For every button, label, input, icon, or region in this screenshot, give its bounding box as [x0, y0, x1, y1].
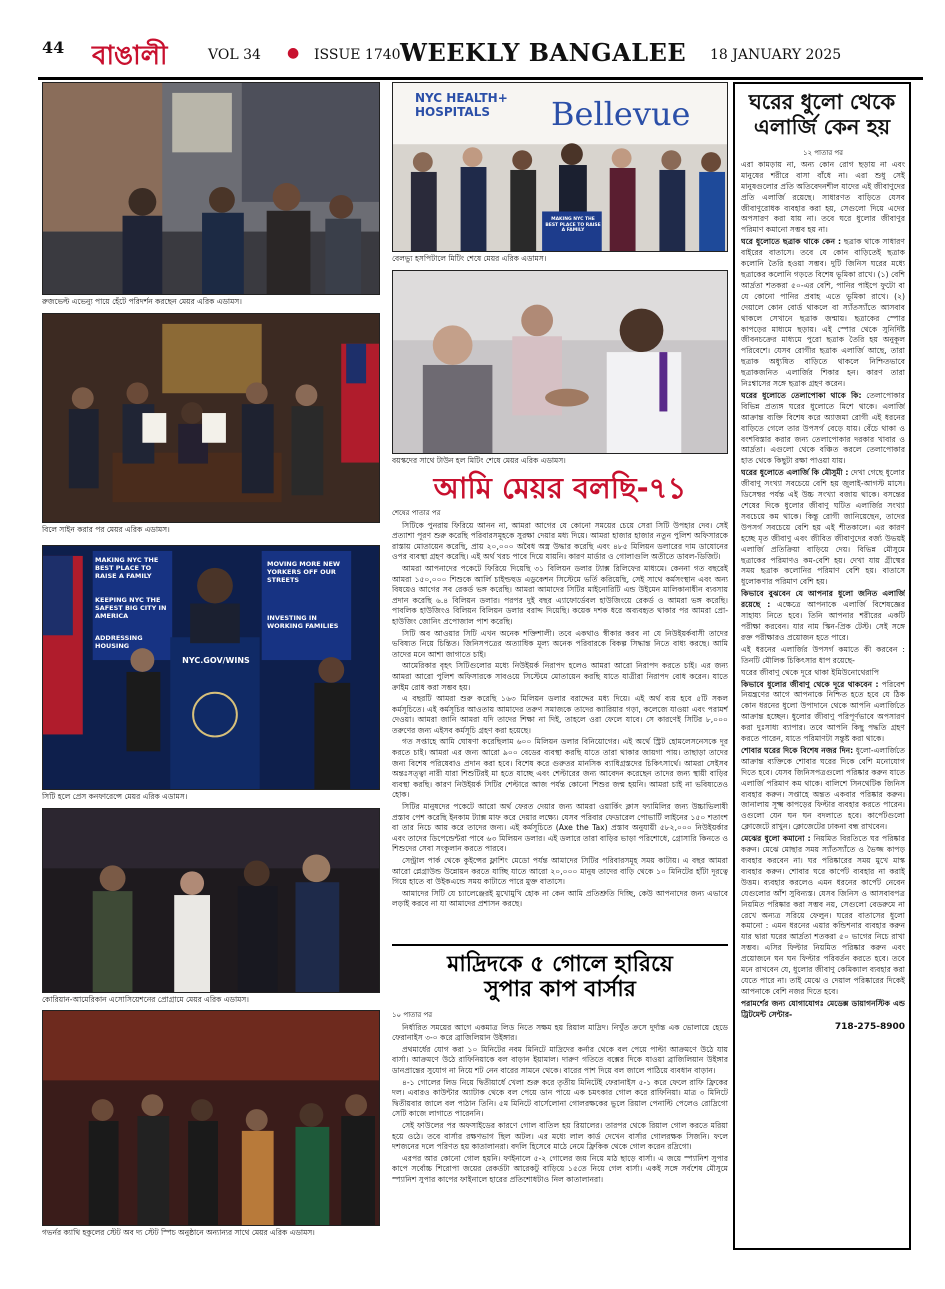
- sidebar-title: ঘরের ধুলো থেকে এলার্জি কেন হয়: [748, 90, 896, 139]
- sign-housing: ADDRESSING HOUSING: [95, 634, 143, 650]
- hospital-banner-right: Bellevue: [551, 95, 691, 133]
- photo-caption: সিটি হলে প্রেস কনফারেন্সে মেয়র এরিক এডামস।: [42, 792, 188, 801]
- article-paragraph: সিটি অব আওয়ার সিটি এখন অনেক শক্তিশালী। তবে একথাও স্বীকার করব না যে নিউইয়র্কবাসী তাদের ভবিষ্যত নিয়ে চিন্তিত। জিনিসপত্রের অত্যাধিক মূল্য অনেক পরিবারকে বিকল্প সিদ্ধান্ত নিতে বাধ্য করছে। আমি তাদের মনে আশা জাগাতে চাই।: [392, 628, 728, 659]
- issue-date: 18 JANUARY 2025: [710, 47, 842, 63]
- sidebar-paragraph: ধুলো-এলার্জিতে আক্রান্ত ব্যক্তিকে শোবার ঘরের দিকে বেশি মনোযোগ দিতে হবে। যেসব জিনিসপত্রগুলো পরিষ্কার করুন যাতে এলার্জি পরিমাণ কম থাকে। বালিশে সিনথেটিক জিনিস ব্যবহার করুন। সপ্তাহে অন্তত একবার পরিষ্কার করুন। জানালায় সূক্ষ্ম কাপড়ের ফিল্টার ব্যবহার করতে পারেন। ওগুলো যেন ঘন ঘন বদলাতে হবে। কার্পেটগুলো ক্লোজেটে রাখুন। ক্লোজেটের ঢাকনা বন্ধ রাখবেন।: [741, 745, 905, 832]
- page-number: 44: [42, 38, 65, 57]
- sidebar-paragraph: পরিবেশ নিয়ন্ত্রণের আগে আপনাকে নিশ্চিত হতে হবে যে ঠিক কোন ধরনের ধুলো উপাদানে থেকে আপনি এলার্জিতে আক্রান্ত হচ্ছেন। ধুলোর জীবাণু পরিপূর্ণভাবে অপসারণ করা দুঃসাধ্য ব্যাপার। তবে আপনি কিছু পদ্ধতি গ্রহণ করতে পারেন, যাতে পরিমাণটা সন্তুষ্ট করা থাকে।: [741, 679, 905, 744]
- sidebar-paragraph: ঘরের জীবাণু থেকে দূরে থাকা ইমিউনোথেরাপি: [741, 667, 880, 677]
- section-divider: [392, 944, 728, 946]
- photo-bellevue-hospital: [392, 82, 728, 252]
- sign-family: MAKING NYC THE BEST PLACE TO RAISE A FAMILY: [95, 556, 159, 580]
- headline-line: মাদ্রিদকে ৫ গোলে হারিয়ে: [447, 952, 673, 977]
- article-paragraph: নির্ধারিত সময়ের আগে একমাত্র লিড নিতে সক্ষম হয় রিয়াল মাদ্রিদ। নিখুঁত ক্রসে দুর্দান্ত এক ভোলায়ে হেডে ফেরানাইস ৩-০ করে ব্রাজিলিয়ান উইঙ্গার।: [392, 1022, 728, 1043]
- sign-safest: KEEPING NYC THE SAFEST BIG CITY IN AMERICA: [95, 596, 167, 620]
- photo-bill-signing: [42, 313, 380, 523]
- sidebar-subheading: কিভাবে ধুলোর জীবাণু থেকে দূরে থাকবেন :: [741, 679, 879, 689]
- photo-korean-american: [42, 808, 380, 993]
- sidebar-health-article: [733, 82, 911, 1250]
- continued-from: ১০ পাতার পর: [392, 1011, 433, 1019]
- photo-caption: বিলে সাইন করার পর মেয়র এরিক এডামস।: [42, 525, 170, 534]
- photo-caption: রুজভেল্ট এভেন্যু পায়ে হেঁটে পরিদর্শন করছেন মেয়র এরিক এডামস।: [42, 297, 242, 306]
- issue-label: ISSUE 1740: [314, 47, 401, 63]
- article-paragraph: আমরা আপনাদের পকেটে ফিরিয়ে দিয়েছি ৩১ বিলিয়ন ডলার ট্যাক্স রিলিফের মাধ্যমে। কেননা গত বছরেই আমরা ১৫০,০০০ শিশুকে আর্লি চাইল্ডহুড এডুকেশন সিস্টেমে ভর্তি করিয়েছি, সেই সাথে কর্মসংস্থান এবং অন্য বিষয়েও আগের সব রেকর্ড ভঙ্গ করেছি। আমরা আমাদের সিটির মাইনোরিটি এন্ড উইমেন মালিকানাধীন ব্যবসায় প্রদান করেছি ৬.৪ বিলিয়ন ডলার। পরপর দুই বছর এ্যাফোর্ডেবল হাউজিংয়ে রেকর্ড ও আমরা ভঙ্গ করেছি। পাবলিক হাউজিংও বিলিয়ন বিলিয়ন ডলার বরাদ্দ দিয়েছি। কয়েক দশক ধরে অব্যবহৃত থাকার পর আমরা প্রো-হাউজিং জোনিং প্রপোজাল পাশ করেছি।: [392, 563, 728, 626]
- sidebar-subheading: ঘরে ধুলোতে ছত্রাক থাকে কেন :: [741, 237, 842, 247]
- sidebar-paragraph: এই ধরনের এলার্জির উপসর্গ কমাতে কী করবেন : তিনটি মৌলিক চিকিৎসার ধাপ রয়েছে-: [741, 644, 905, 665]
- svg-text:বাঙালী: বাঙালী: [92, 41, 168, 71]
- article-paragraph: এরপর আর কোনো গোল হয়নি। ফাইনালে ৫-২ গোলের জয় নিয়ে মাঠ ছাড়ে বার্সা। এ জয়ে স্প্যানিশ সুপার কাপে সর্বোচ্চ শিরোপা জয়ের রেকর্ডটা আরেকটু বাড়িয়ে ১৫তে নিয়ে গেল বার্সা। একই সঙ্গে সর্বশেষ মৌসুমে স্প্যানিশ সুপার কাপের ফাইনালে হারের প্রতিশোধটাও নিল কাতালানরা।: [392, 1153, 728, 1184]
- sidebar-paragraph: তেলাপোকার বিভিন্ন প্রত্যঙ্গ ঘরের ধুলোতে মিশে থাকে। এলার্জি আক্রান্ত ব্যক্তি বিশেষ করে অ্যাজমা রোগী এই ধরনের বাড়িতে গেলে তার উপসর্গ বেড়ে যায়। বেঁচে থাকা ও বংশবিস্তার করার জন্য তেলাপোকার দরকার খাবার ও আর্দ্রতা। এগুলো থেকে বঞ্চিত করলে তেলাপোকার হাত থেকে কিছুটা রক্ষা পাওয়া যায়।: [741, 390, 905, 466]
- headline-line: সুপার কাপ বার্সার: [484, 977, 636, 1003]
- article-paragraph: সিটির মানুষদের পকেটে আরো অর্থ ফেরত দেয়ার জন্য আমরা ওয়ার্কিং ক্লাস ফ্যামিলির জন্য উচ্চাভিলাষী প্রস্তাব পেশ করেছি ইনকাম ট্যাক্স মাফ করে দেয়ার লক্ষ্যে। যেসব পরিবার ফেডারেল পোভার্টি লাইনের ১৫০ শতাংশ বা তার নিচে আয় করে তাদের জন্য। এই কর্মসূচিতে (Axe the Tax) প্রস্তাব অনুযায়ী ৫৮২,০০০ নিউইয়র্কার এবং তাদের ডিপেন্ডেন্টরা পাবে ৬৩ মিলিয়ন ডলার। এই ডলারে তারা বাড়ির ভাড়া পরিশোধে, গ্রোসারি কিনতে ও শিশুদের সেবা সংকুলান করতে পারবে।: [392, 802, 728, 854]
- sidebar-paragraph: ছত্রাক থাকে সাধারণ বাইরের বাতাসে। তবে যে কোন বাড়িতেই ছত্রাক কলোনি তৈরি হওয়া সম্ভব। দুটি জিনিস ঘরের মধ্যে ছত্রাকের কলোনি গড়তে বিশেষ ভূমিকা রাখে। (১) বেশি আর্দ্রতা শতকরা ৫০-এর বেশি, পানির পাইপে ফুটো বা যে কোনো পানির প্রবাহ এতে ভূমিকা রাখে। (২) দেয়ালে কোন বোর্ড থাকলে বা স্যাঁতস্যাঁতে আসবাব থাকলে সেখানে ছত্রাক জন্মায়। ছত্রাকের স্পোর কাপড়ের মাধ্যমে ছড়ায়। এই স্পোর থেকে সুনির্দিষ্ট জীবনচক্রের মাধ্যমে পুরো ছত্রাক তৈরি হয় অনুকূল পরিবেশে। যেসব রোগীর ছত্রাক এলার্জি আছে, তারা ছত্রাক অধ্যুষিত বাড়িতে থাকলে নিশ্চিতভাবে ছত্রাকজনিত এলার্জির শিকার হন। কারণ তারা নিঃশ্বাসের সঙ্গে ছত্রাক গ্রহণ করেন।: [741, 237, 905, 389]
- article-paragraph: সিটিকে পুনরায় ফিরিয়ে আনন না, আমরা আগের যে কোনো সময়ের চেয়ে সেরা সিটি উপহার দেব। সেই প্রত্যাশা পূরণ শুরু করেছি পরিবারসমূহকে সুরক্ষা দেয়ার মধ্য দিয়ে। আমরা হাজার হাজার নতুন পুলিশ অফিসারকে রাস্তায় মোতায়েন করেছি, প্রায় ২০,০০০ অবৈধ অস্ত্র উদ্ধার করেছি এবং ৪৮৫ মিলিয়ন ডলারের দাম ডাযোনের ওপর ব্যবস্থা গ্রহণ করেছি। এই অর্থ খরচ পাবে দিয়ে যায়নি। কারণ মার্ডার ও গোলাগুলি অতীতে ডাবল-ডিজিট।: [392, 520, 728, 562]
- article-super-cup: [392, 1010, 728, 1248]
- photo-caption: বয়স্কদের সাথে টাউন হল মিটিং শেষে মেয়র এরিক এডামস।: [392, 456, 566, 465]
- sidebar-subheading: শোবার ঘরের দিকে বিশেষ নজর দিন:: [741, 745, 854, 755]
- contact-phone: 718-275-8900: [834, 1021, 905, 1032]
- article-paragraph: প্রথমার্ধের যোগ করা ১০ মিনিটের নবম মিনিটে মাদ্রিদের কর্নার থেকে বল পেয়ে পাল্টা আক্রমণে উঠে যায় বার্সা। আক্রমণে উঠে রাফিনিয়াকে বল বাড়ান ইয়ামাল। দারুণ গতিতে বক্সের দিকে যাওয়া ব্রাজিলিয়ান উইঙ্গার ডানপ্রান্তের সুযোগ না নিয়ে শট নেন বারের সামনে থেকে। বারের পাশ দিয়ে বল জালে পাঠিয়ে ব্যবধান বাড়ান।: [392, 1044, 728, 1075]
- article-paragraph: আমেরিকার বৃহৎ সিটিগুলোর মধ্যে নিউইয়র্ক নিরাপদ হলেও আমরা আরো নিরাপদ করতে চাই। এর জন্য আমরা আরো পুলিশ অফিসারকে সাবওয়ে সিস্টেমে মোতায়েন করছি যাতে যাত্রীরা নিরাপদ বোধ করেন। যাতে ক্রাইম রোধ করা সম্ভব হয়।: [392, 661, 728, 692]
- article-headline-barca: [392, 952, 728, 1003]
- article-paragraph: আমাদের সিটি যে চ্যালেঞ্জেরই মুখোমুখি হোক না কেন আমি প্রতিশ্রুতি দিচ্ছি, কেউ আপনাদের জন্য এভাবে লড়াই করবে না যা আমাদের প্রশাসন করছে।: [392, 888, 728, 909]
- photo-caption: কোরিয়ান-আমেরিকান এসোসিয়েশনের প্রোগ্রামে মেয়র এরিক এডামস।: [42, 995, 249, 1004]
- separator-dot-icon: ●: [287, 45, 300, 61]
- photo-state-of-state: [42, 1010, 380, 1226]
- sign-streets: MOVING MORE NEW YORKERS OFF OUR STREETS: [267, 560, 341, 584]
- sidebar-paragraph: এক্ষেত্রে আপনাকে এলার্জি বিশেষজ্ঞের সাহায্য নিতে হবে। তিনি আপনার শরীরের একটি পরীক্ষা করবেন। যার নাম স্কিন-প্রিক টেস্ট। সেই সঙ্গে রক্ত পরীক্ষারও প্রয়োজন হতে পারে।: [741, 600, 905, 642]
- continued-from: ১২ পাতার পর: [802, 149, 844, 157]
- article-paragraph: সেন্ট্রাল পার্ক থেকে কুইন্সের ফ্লাশিং মেডো পর্যন্ত আমাদের সিটির পরিবারসমূহ সময় কাটায়। এ বছর আমরা আরো প্লেগ্রাউন্ড উন্নোয়ন করতে যাচ্ছি যাতে আরো ২০,০০০ মানুষ তাদের বাড়ি থেকে ১০ মিনিটের হাঁটা দূরত্বে গিয়ে হাতে বা উইকএন্ডে সময় কাটাতে পারে মুক্ত বাতাসে।: [392, 856, 728, 887]
- article-paragraph: গত সপ্তাহে আমি ঘোষণা করেছিলাম ৬০০ মিলিয়ন ডলার বিনিয়োগের। এই অর্থে স্ট্রিট হোমলেসনেসকে দূর করতে চাই। আমরা এর জন্য আরো ৯০০ বেডের ব্যবস্থা করছি যাতে তারা থাকার জায়গা পায়। তাছাড়া তাদের জন্য বিশেষ পরিষেবাও প্রদান করা হবে। বিশেষ করে গুরুতর মানসিক ব্যাধিগ্রস্তদের চিকিৎসার্থে। আমরা সেইসব অন্তঃসত্ত্বা নারী যারা শিশুটিরই মা হতে যাচ্ছে এবং শেল্টারের জন্য আবেদন করেছেন তাদের জন্য স্থায়ী বাড়ির ব্যবস্থা করছি। কারণ নিউইয়র্ক সিটির শেল্টারে আজ পর্যন্ত কোনো শিশুর জন্ম হয়নি। আমরা চাই না ভবিষ্যতেও হোক।: [392, 737, 728, 800]
- photo-roosevelt-ave: [42, 82, 380, 295]
- volume-label: VOL 34: [208, 47, 261, 63]
- sidebar-paragraph: নিয়মিত বিরতিতে ঘর পরিষ্কার করুন। মেঝে মোছার সময় স্যাঁতস্যাঁতে ও ভৈজ্জ কাপড় ব্যবহার করবেন না। ঘর পরিষ্কারের সময় মুখে মাস্ক ব্যবহার করুন। শোবার ঘরে কার্পেট ব্যবহার না করাই উত্তম। ব্যবহার করলেও এমন ধরনের কার্পেট নেবেন যেগুলোর আঁশ সুবিন্যস্ত। যেসব জিনিস ও আসবাবপত্র নিয়মিত পরিষ্কার করা সম্ভব নয়, সেগুলো বেডরুমে না রেখে অন্যত্র সরিয়ে ফেলুন। ঘরের বাতাসের ধুলো কমানো : এমন ধরনের এয়ার কন্ডিশনার ব্যবহার করুন যার দ্বারা ঘরের আর্দ্রতা শতকরা ৫০ ভাগের নিচে রাখা সম্ভব। এসির ফিল্টার নিয়মিত পরিষ্কার করুন এবং প্রয়োজনে ঘন ঘন ফিল্টার পরিবর্তন করতে হবে। তবে মনে রাখবেন যে, ধুলোর জীবাণু কেমিক্যাল ব্যবহার করা যেতে পারে না। তাই মেঝে ও দেয়াল পরিষ্কারের দিকেই আপনাকে বেশি নজর দিতে হবে।: [741, 834, 905, 996]
- masthead: [38, 30, 923, 80]
- sidebar-subheading: মেঝের ধুলো কমানো :: [741, 834, 811, 844]
- article-headline-mayor: আমি মেয়র বলছি-৭১: [433, 471, 687, 505]
- photo-caption: বেলভ্যু হসপিটালে মিটিং শেষে মেয়র এরিক এডামস।: [392, 254, 547, 263]
- paper-name: WEEKLY BANGALEE: [400, 38, 687, 67]
- sidebar-subheading: কিভাবে বুঝবেন যে আপনার ধুলো জনিত এলার্জি রয়েছে :: [741, 589, 905, 610]
- podium-sign: MAKING NYC THE BEST PLACE TO RAISE A FAMILY: [545, 217, 601, 233]
- article-paragraph: সেই ফাউলের পর অফসাইডের কারণে গোল বাতিল হয় রিয়ালের। তারপর থেকে রিয়াল গোল করতে মরিয়া হয়ে ওঠে। তবে বার্সার রক্ষণভাগ ছিল অটল। এর মধ্যে লাল কার্ড দেখেন বার্সার গোলরক্ষক সিজনি। ফলে দশজনের দলে পরিণত হয় কাতালানরা। বদলি হিসেবে মাঠে নেমে ফ্রিকিক থেকে গোল করেন রদ্রিগো।: [392, 1120, 728, 1152]
- sidebar-body: [741, 148, 905, 1248]
- hospital-banner-left: NYC HEALTH+ HOSPITALS: [415, 91, 508, 119]
- photo-press-conference: [42, 545, 380, 790]
- sidebar-subheading: ঘরের ধুলোতে তেলাপোকা থাকে কি:: [741, 390, 862, 400]
- sidebar-paragraph: এরা কামড়ায় না, অন্য কোন রোগ ছড়ায় না এবং মানুষের শরীরে বাসা বাঁধে না। এরা শুধু সেই মানুষগুলোর প্রতি অতিবেদনশীল যাদের এই জীবাণুদের প্রতি এলার্জি রয়েছে। সাধারণত বাড়িতে যেসব জীবাণুরোধক ব্যবহার করা হয়, সেগুলো দিয়ে এদের অপসারণ করা যায় না। তবে ঘরে ধুলোর জীবাণুর পরিমাণ কমানো সম্ভব হয় না।: [741, 159, 905, 235]
- continued-from: শেষের পাতার পর: [392, 509, 441, 517]
- article-paragraph: এ বছরটি আমরা শুরু করেছি ১৬৩ মিলিয়ন ডলার বরাদ্দের মধ্য দিয়ে। এই অর্থ ব্যয় হবে ৫টি সকল কর্মসূচিতে। এই কর্মসূচির আওতায় আমাদের তরুণ সমাজকে তাদের ক্যারিয়ার গড়া, কলেজে যাওয়া এবং পরামর্শ দেওয়া। আমরা জানি আমরা যদি তাদের শিক্ষা না দিই, তাহলে ওরা ফেলে যাবে। সে কারণেই সিটির ৮,০০০ তরুণের জন্য এইসব কর্মসূচি গ্রহণ করা হয়েছে।: [392, 694, 728, 735]
- photo-caption: গভর্নর ক্যাথি হকুলের স্টেট অব দ্য স্টেট স্পিচ অনুষ্ঠানে অন্যান্যর সাথে মেয়র এরিক এডামস।: [42, 1228, 315, 1237]
- newspaper-logo: [86, 32, 190, 74]
- article-mayor-speaks: [392, 508, 728, 938]
- podium-sign: NYC.GOV/WINS: [182, 656, 250, 665]
- sidebar-subheading: ঘরের ধুলোতে এলার্জি কি মৌসুমী :: [741, 468, 849, 478]
- sidebar-paragraph: দেখা গেছে ধুলোর জীবাণু সংখ্যা সবচেয়ে বেশি হয় জুলাই-আগস্ট মাসে। ডিসেম্বর পর্যন্ত এই উচ্চ সংখ্যা বজায় থাকে। বসন্তের শেষের দিকে ধুলোর জীবাণু ঘটিত এলার্জির সংখ্যা সবচেয়ে কম থাকে। কিন্তু রোগী জানিয়েছেন, তাদের উপসর্গ সবচেয়ে বেশি হয় এই শীতকালে। এর কারণ হচ্ছে মৃত জীবাণু এবং জীবিত জীবাণুদের বর্জ্য উভয়ই এলার্জি প্রতিক্রিয়া বাড়িয়ে দেয়। বিভিন্ন মৌসুমে ছত্রাকের পরিমাণও কম-বেশি হয়। দেখা যায় গ্রীষ্মের সময় ছত্রাক কলোনির পরিমাণ বেশি হয়। বাতাসে ধুলোকণার পরিমাণ বেশি হয়।: [741, 468, 905, 587]
- photo-town-hall-seniors: [392, 270, 728, 454]
- article-paragraph: ৪-১ গোলের লিড নিয়ে দ্বিতীয়ার্ধে খেলা শুরু করে তৃতীয় মিনিটেই ফেরানাইস ৫-১ করে ফেলে রাফি ফ্রিকের দল। এবারও কাউন্টার অ্যাটাক থেকে বল পেয়ে ডান পায়ে এক চমৎকার গোল করে রাফিনিয়া। মাত্র ৩ মিনিটে দ্বিতীয়বার জালে বল পাঠান তিনি। ৫ম মিনিটে বার্সেলোনা গোলরক্ষকের ভুলে রিয়াল পেনাল্টি পেলেও রোদ্রিগো সেটি কাজে লাগাতে পারেননি।: [392, 1077, 728, 1119]
- sign-families: INVESTING IN WORKING FAMILIES: [267, 614, 339, 630]
- sidebar-closing: পরামর্শের জন্য যোগাযোগঃ মেডেক্স ডায়াগনস্টিক এন্ড ট্রিটমেন্ট সেন্টার-: [741, 998, 905, 1019]
